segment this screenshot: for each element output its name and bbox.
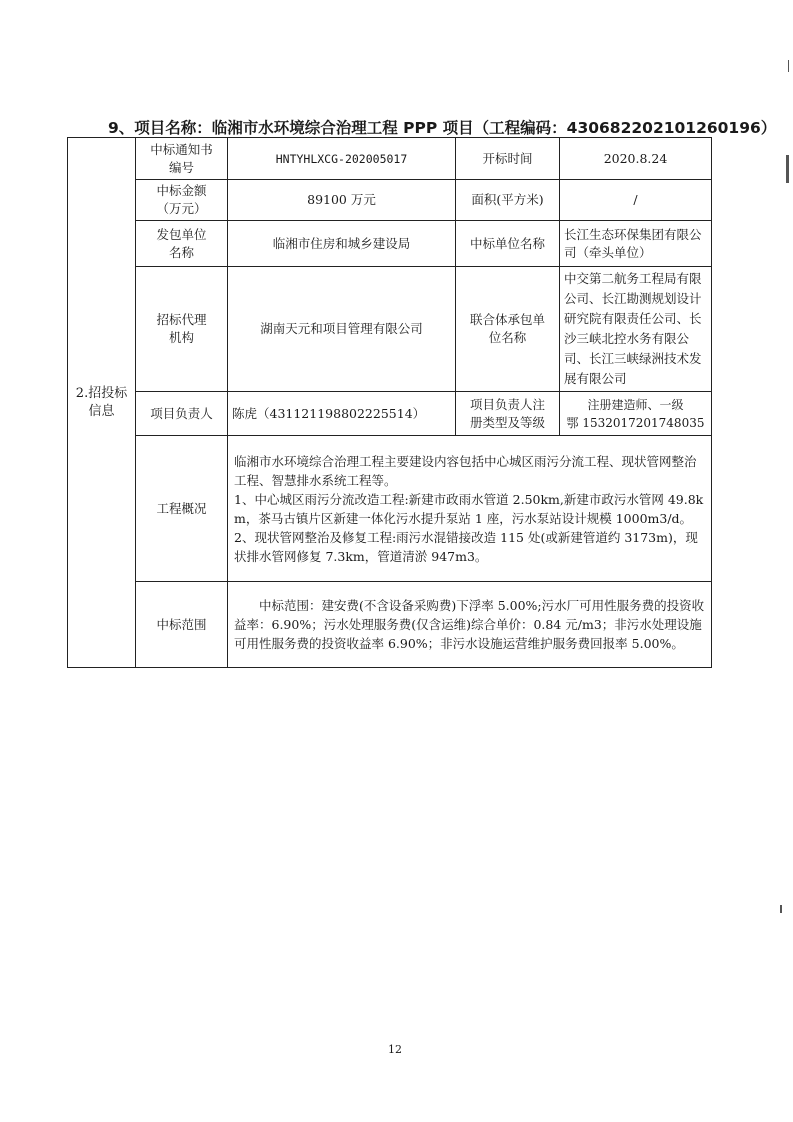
bidding-info-table xyxy=(67,137,712,668)
scope-label: 中标范围 xyxy=(136,582,228,668)
bid-amount-label: 中标金额 （万元） xyxy=(136,180,228,221)
notice-number-label: 中标通知书 编号 xyxy=(136,138,228,180)
bid-open-time-value: 2020.8.24 xyxy=(560,138,712,180)
manager-reg-value: 注册建造师、一级 鄂 1532017201748035 xyxy=(560,392,712,436)
client-name-value: 临湘市住房和城乡建设局 xyxy=(228,221,456,267)
category-label: 2.招投标 信息 xyxy=(75,385,128,419)
overview-paragraph: 临湘市水环境综合治理工程主要建设内容包括中心城区雨污分流工程、现状管网整治工程、智慧排水系统工程等。 xyxy=(234,453,697,488)
agent-label: 招标代理 机构 xyxy=(136,267,228,392)
manager-reg-label: 项目负责人注 册类型及等级 xyxy=(456,392,560,436)
overview-paragraph: 1、中心城区雨污分流改造工程:新建市政雨水管道 2.50km,新建市政污水管网 49.8km，茶马古镇片区新建一体化污水提升泵站 1 座，污水泵站设计规模 1000m3/d。 xyxy=(234,491,704,526)
project-title: 9、项目名称：临湘市水环境综合治理工程 PPP 项目（工程编码：430682202101260196） xyxy=(108,119,777,137)
client-name-label: 发包单位 名称 xyxy=(136,221,228,267)
bid-open-time-label: 开标时间 xyxy=(456,138,560,180)
category-cell xyxy=(68,138,136,668)
consortium-label: 联合体承包单 位名称 xyxy=(456,267,560,392)
overview-label: 工程概况 xyxy=(136,436,228,582)
area-label: 面积(平方米) xyxy=(456,180,560,221)
page-number: 12 xyxy=(388,1043,402,1056)
manager-value: 陈虎（431121198802225514） xyxy=(228,392,456,436)
consortium-value: 中交第二航务工程局有限公司、长江勘测规划设计研究院有限责任公司、长沙三峡北控水务有限公司、长江三峡绿洲技术发展有限公司 xyxy=(560,267,712,392)
scan-edge-mark xyxy=(788,60,789,72)
winner-name-value: 长江生态环保集团有限公司（牵头单位） xyxy=(560,221,712,267)
scan-edge-mark xyxy=(786,155,789,183)
scan-edge-mark xyxy=(780,905,782,913)
overview-content xyxy=(228,436,712,582)
winner-name-label: 中标单位名称 xyxy=(456,221,560,267)
area-value: / xyxy=(560,180,712,221)
scope-content: 中标范围：建安费(不含设备采购费)下浮率 5.00%;污水厂可用性服务费的投资收益率：6.90%；污水处理服务费(仅含运维)综合单价：0.84 元/m3；非污水处理设施可用性服务费的投资收益率 6.90%；非污水设施运营维护服务费回报率 5.00%。 xyxy=(228,582,712,668)
manager-label: 项目负责人 xyxy=(136,392,228,436)
agent-value: 湖南天元和项目管理有限公司 xyxy=(228,267,456,392)
overview-paragraph: 2、现状管网整治及修复工程:雨污水混错接改造 115 处(或新建管道约 3173m)，现状排水管网修复 7.3km，管道清淤 947m3。 xyxy=(234,529,698,564)
bid-amount-value: 89100 万元 xyxy=(228,180,456,221)
notice-number-value: HNTYHLXCG-202005017 xyxy=(228,138,456,180)
